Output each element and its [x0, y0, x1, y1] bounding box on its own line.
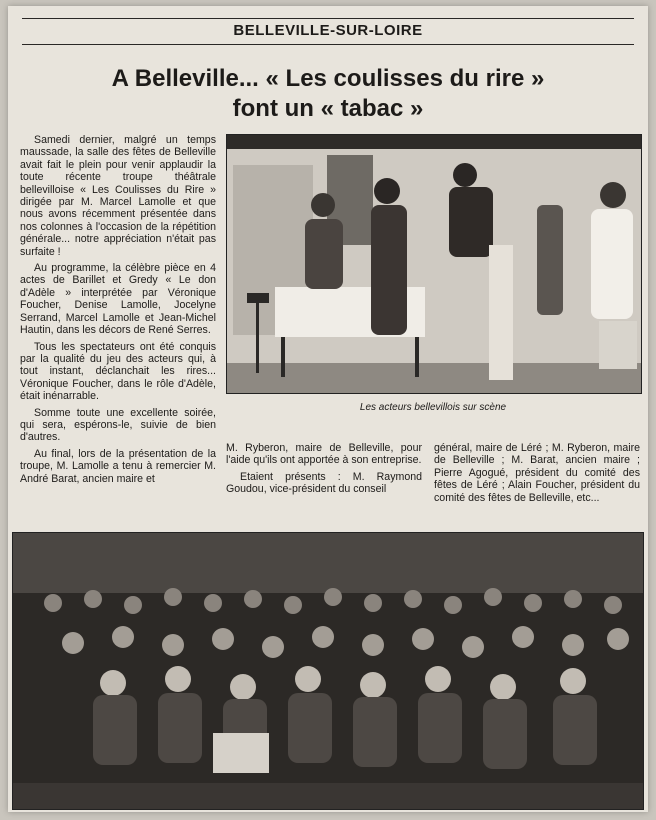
- newspaper-page: [8, 6, 648, 812]
- paragraph: Tous les spectateurs ont été conquis par la qualité du jeu des acteurs qui, à tout instant, déclanchait les rires... Véronique Foucher, dans le rôle d'Adèle, était inénarrable.: [20, 340, 216, 403]
- top-rule: [22, 18, 634, 19]
- paragraph: général, maire de Léré ; M. Ryberon, maire de Belleville ; M. Barat, ancien maire ; Pierre Agogué, président du comité des fêtes de Léré ; Alain Foucher, président du comité des fêtes de Belleville, etc...: [434, 442, 640, 504]
- audience-photo: [12, 532, 644, 810]
- audience-photo-image: [13, 533, 643, 809]
- stage-photo: [226, 134, 642, 394]
- paragraph: Etaient présents : M. Raymond Goudou, vice-président du conseil: [226, 470, 422, 496]
- left-column: [20, 134, 216, 489]
- paragraph: Au final, lors de la présentation de la troupe, M. Lamolle a tenu à remercier M. André Barat, ancien maire et: [20, 447, 216, 485]
- paragraph: Somme toute une excellente soirée, qui sera, espérons-le, suivie de bien d'autres.: [20, 406, 216, 444]
- stage-photo-caption: Les acteurs bellevillois sur scène: [359, 402, 507, 413]
- paragraph: M. Ryberon, maire de Belleville, pour l'aide qu'ils ont apportée à son entreprise.: [226, 442, 422, 467]
- paragraph: Au programme, la célèbre pièce en 4 actes de Barillet et Gredy « Le don d'Adèle » interprétée par Véronique Foucher, Denise Lamolle, Jocelyne Serrand, Marcel Lamolle et Jean-Michel Hautin, dans les décors de René Serres.: [20, 262, 216, 337]
- middle-column: [226, 442, 422, 500]
- stage-photo-image: [227, 135, 641, 393]
- headline-line-1: A Belleville... « Les coulisses du rire »: [111, 65, 545, 92]
- right-column: [434, 442, 640, 508]
- paragraph: Samedi dernier, malgré un temps maussade, la salle des fêtes de Belleville avait fait le plein pour venir applaudir la toute récente troupe théâtrale bellevilloise « Les Coulisses du Rire » dirigée par M. Marcel Lamolle et que nous avons récemment présentée dans nos colonnes à l'occasion de la répétition générale... notre appréciation n'était pas surfaite !: [20, 134, 216, 258]
- headline-line-2: font un « tabac »: [232, 95, 424, 122]
- section-title: BELLEVILLE-SUR-LOIRE: [233, 22, 423, 39]
- section-rule: [22, 44, 634, 45]
- headline: [28, 64, 628, 124]
